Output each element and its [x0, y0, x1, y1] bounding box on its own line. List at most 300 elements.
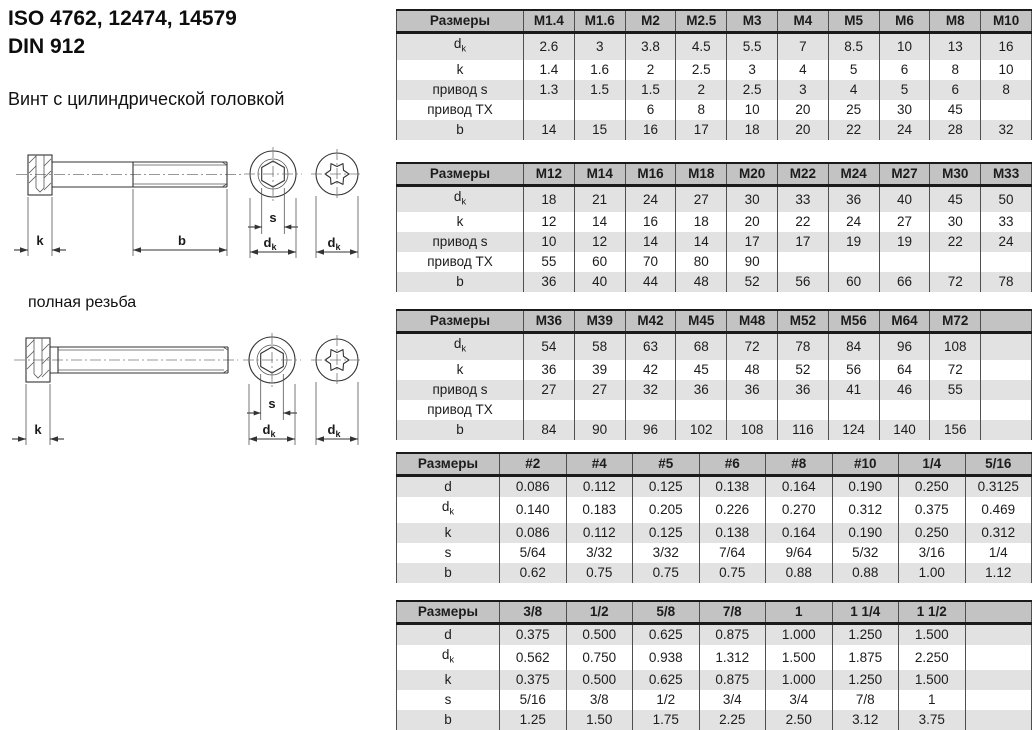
dim-label-dk: $d_k$ [327, 422, 341, 439]
dimension-value [524, 400, 575, 420]
dimension-value: 39 [574, 360, 625, 380]
size-column-header: M4 [777, 10, 828, 33]
dimension-value: 24 [625, 185, 676, 212]
table-header-row [397, 310, 1032, 333]
dim-label-s: s [268, 396, 276, 411]
size-column-header: 1/4 [899, 453, 966, 476]
dim-label-dk: $d_k$ [262, 422, 276, 439]
table-row [397, 543, 1032, 563]
dimension-value: 0.562 [500, 645, 567, 671]
dimension-value [965, 670, 1032, 690]
table-row [397, 272, 1032, 292]
dimension-value: 1.875 [832, 645, 899, 671]
dimension-value: 6 [625, 100, 676, 120]
dimension-value [574, 400, 625, 420]
dimension-value [879, 252, 930, 272]
dimension-value [981, 100, 1032, 120]
dimension-value: 5/32 [832, 543, 899, 563]
dimension-value: 24 [828, 212, 879, 232]
dimension-value: 36 [727, 380, 778, 400]
table-row [397, 100, 1032, 120]
row-label: k [397, 360, 524, 380]
dimension-value: 2 [676, 80, 727, 100]
size-column-header: M18 [676, 163, 727, 186]
dimension-value: 1/4 [965, 543, 1032, 563]
dimension-value: 3/4 [699, 690, 766, 710]
size-column-header: 5/16 [965, 453, 1032, 476]
dimension-value: 0.375 [500, 670, 567, 690]
size-column-header: M33 [981, 163, 1032, 186]
dimension-value: 2.5 [727, 80, 778, 100]
dimension-value: 3 [727, 60, 778, 80]
dimension-value: 27 [574, 380, 625, 400]
dimension-value: 14 [625, 232, 676, 252]
table-row [397, 497, 1032, 523]
size-column-header: M52 [777, 310, 828, 333]
size-column-header [981, 310, 1032, 333]
page-title [8, 5, 237, 61]
dimension-value: 3/16 [899, 543, 966, 563]
dimension-value [777, 400, 828, 420]
dimension-value: 90 [574, 420, 625, 440]
dimension-value: 16 [625, 120, 676, 140]
size-column-header [965, 601, 1032, 624]
dimension-value: 0.138 [699, 523, 766, 543]
row-label: привод s [397, 232, 524, 252]
table-row [397, 212, 1032, 232]
dimension-value: 0.3125 [965, 476, 1032, 498]
dimension-table-metric-medium [396, 162, 1032, 293]
dimension-value: 0.270 [766, 497, 833, 523]
dimension-value: 66 [879, 272, 930, 292]
size-column-header: 1 [766, 601, 833, 624]
dimension-value: 14 [574, 212, 625, 232]
row-label: k [397, 212, 524, 232]
dimension-value: 8.5 [828, 33, 879, 60]
dimension-table-inch-small [396, 452, 1032, 583]
dimension-value: 18 [676, 212, 727, 232]
dimension-value: 24 [981, 232, 1032, 252]
dimension-value: 44 [625, 272, 676, 292]
size-column-header: M20 [727, 163, 778, 186]
dimension-value: 90 [727, 252, 778, 272]
dimension-value: 5.5 [727, 33, 778, 60]
tables-region [396, 0, 1034, 730]
size-column-header: M30 [930, 163, 981, 186]
dimension-value: 64 [879, 360, 930, 380]
dimension-value: 0.469 [965, 497, 1032, 523]
size-column-header: M72 [930, 310, 981, 333]
left-panel [0, 0, 392, 703]
dimension-value [524, 100, 575, 120]
table-row [397, 360, 1032, 380]
size-column-header: #5 [633, 453, 700, 476]
dimension-value: 0.312 [832, 497, 899, 523]
dimension-value: 33 [777, 185, 828, 212]
dimension-value: 0.190 [832, 523, 899, 543]
dimension-value: 7/8 [832, 690, 899, 710]
row-label: привод TX [397, 400, 524, 420]
dimension-value: 40 [879, 185, 930, 212]
row-label: $d_k$ [397, 333, 524, 360]
dimension-value: 48 [676, 272, 727, 292]
dimension-value: 6 [879, 60, 930, 80]
row-label: привод TX [397, 100, 524, 120]
table-row [397, 60, 1032, 80]
dimension-value: 1.500 [766, 645, 833, 671]
dimension-value: 13 [930, 33, 981, 60]
table-corner-label: Размеры [397, 310, 524, 333]
dimension-value: 17 [777, 232, 828, 252]
dimension-value: 10 [727, 100, 778, 120]
dimension-value: 1.5 [574, 80, 625, 100]
dimension-value: 96 [625, 420, 676, 440]
row-label: s [397, 690, 500, 710]
table-row [397, 80, 1032, 100]
dimension-value [965, 645, 1032, 671]
dimension-value: 36 [524, 272, 575, 292]
dimension-value: 1.5 [625, 80, 676, 100]
dimension-value: 78 [777, 333, 828, 360]
dimension-value: 156 [930, 420, 981, 440]
dimension-value: 68 [676, 333, 727, 360]
dimension-value [930, 400, 981, 420]
size-column-header: 3/8 [500, 601, 567, 624]
dimension-value: 46 [879, 380, 930, 400]
dimension-value: 3/4 [766, 690, 833, 710]
dimension-value: 3/32 [633, 543, 700, 563]
size-column-header: M16 [625, 163, 676, 186]
table-row [397, 710, 1032, 730]
dimension-value: 72 [930, 272, 981, 292]
size-column-header: M39 [574, 310, 625, 333]
dimension-value: 1.00 [899, 563, 966, 583]
dimension-table-metric-small [396, 9, 1032, 140]
dimension-value [676, 400, 727, 420]
row-label: привод s [397, 80, 524, 100]
dimension-value: 17 [727, 232, 778, 252]
title-standards-din: DIN 912 [8, 35, 86, 58]
dimension-value: 27 [879, 212, 930, 232]
dimension-value [965, 623, 1032, 645]
dimension-value: 45 [676, 360, 727, 380]
dimension-value: 3.12 [832, 710, 899, 730]
dimension-value: 0.62 [500, 563, 567, 583]
dimension-value: 3 [574, 33, 625, 60]
dimension-value: 3/32 [566, 543, 633, 563]
dim-label-b: b [178, 233, 186, 248]
row-label: k [397, 670, 500, 690]
dimension-value: 32 [981, 120, 1032, 140]
dimension-value: 36 [676, 380, 727, 400]
size-column-header: M42 [625, 310, 676, 333]
dimension-value: 0.938 [633, 645, 700, 671]
size-column-header: #4 [566, 453, 633, 476]
dimension-value: 0.625 [633, 670, 700, 690]
dimension-value: 8 [676, 100, 727, 120]
table-row [397, 252, 1032, 272]
row-label: b [397, 272, 524, 292]
dimension-value: 25 [828, 100, 879, 120]
row-label: b [397, 563, 500, 583]
dimension-value: 1.250 [832, 623, 899, 645]
dimension-value: 0.312 [965, 523, 1032, 543]
dimension-value: 1.000 [766, 623, 833, 645]
row-label: d [397, 476, 500, 498]
dimension-value: 20 [777, 120, 828, 140]
dimension-value [777, 252, 828, 272]
dimension-value: 33 [981, 212, 1032, 232]
dimension-value: 0.190 [832, 476, 899, 498]
dimension-value [965, 710, 1032, 730]
dimension-value: 2.5 [676, 60, 727, 80]
dimension-value: 0.205 [633, 497, 700, 523]
size-column-header: 1 1/4 [832, 601, 899, 624]
dimension-value: 0.183 [566, 497, 633, 523]
dimension-value: 0.875 [699, 623, 766, 645]
dimension-value: 3 [777, 80, 828, 100]
dimension-value: 7 [777, 33, 828, 60]
dimension-value: 1.312 [699, 645, 766, 671]
dimension-value: 84 [524, 420, 575, 440]
screw-drawing-partial-thread [6, 146, 384, 264]
table-row [397, 623, 1032, 645]
dimension-value: 5 [828, 60, 879, 80]
size-column-header: M14 [574, 163, 625, 186]
dimension-value: 41 [828, 380, 879, 400]
row-label: b [397, 120, 524, 140]
dimension-value: 0.88 [832, 563, 899, 583]
row-label: привод s [397, 380, 524, 400]
dimension-value: 0.086 [500, 523, 567, 543]
dimension-value: 7/64 [699, 543, 766, 563]
dimension-value: 1.50 [566, 710, 633, 730]
dimension-value: 16 [981, 33, 1032, 60]
row-label: b [397, 420, 524, 440]
dimension-value: 30 [727, 185, 778, 212]
dimension-value: 18 [727, 120, 778, 140]
dimension-value: 0.750 [566, 645, 633, 671]
dimension-value: 72 [930, 360, 981, 380]
dimension-value: 0.138 [699, 476, 766, 498]
size-column-header: 7/8 [699, 601, 766, 624]
dim-label-dk: $d_k$ [263, 235, 277, 252]
size-column-header: M48 [727, 310, 778, 333]
dimension-value: 0.375 [899, 497, 966, 523]
table-corner-label: Размеры [397, 10, 524, 33]
size-column-header: M45 [676, 310, 727, 333]
dimension-value: 1.6 [574, 60, 625, 80]
dimension-value: 30 [879, 100, 930, 120]
dimension-value: 78 [981, 272, 1032, 292]
dimension-value: 5/64 [500, 543, 567, 563]
table-row [397, 645, 1032, 671]
dimension-value: 0.250 [899, 476, 966, 498]
size-column-header: #2 [500, 453, 567, 476]
dimension-value: 22 [930, 232, 981, 252]
table-row [397, 333, 1032, 360]
size-column-header: M12 [524, 163, 575, 186]
dimension-value: 124 [828, 420, 879, 440]
dimension-value: 0.625 [633, 623, 700, 645]
size-column-header: M56 [828, 310, 879, 333]
row-label: $d_k$ [397, 33, 524, 60]
dimension-value: 12 [574, 232, 625, 252]
table-header-row [397, 163, 1032, 186]
size-column-header: #6 [699, 453, 766, 476]
dimension-table-metric-large [396, 309, 1032, 440]
dimension-value: 32 [625, 380, 676, 400]
dimension-value: 42 [625, 360, 676, 380]
table-row [397, 690, 1032, 710]
dimension-value: 19 [828, 232, 879, 252]
dimension-value [965, 690, 1032, 710]
dimension-value: 80 [676, 252, 727, 272]
dimension-value: 8 [981, 80, 1032, 100]
dimension-value [981, 252, 1032, 272]
title-standards-iso: ISO 4762, 12474, 14579 [8, 7, 237, 30]
dimension-value: 8 [930, 60, 981, 80]
dimension-value: 72 [727, 333, 778, 360]
full-thread-label: полная резьба [28, 294, 137, 311]
size-column-header: 1/2 [566, 601, 633, 624]
size-column-header: 1 1/2 [899, 601, 966, 624]
dimension-table-inch-large [396, 600, 1032, 730]
dimension-value: 48 [727, 360, 778, 380]
dimension-value: 108 [930, 333, 981, 360]
dimension-value: 2.50 [766, 710, 833, 730]
dimension-value: 60 [574, 252, 625, 272]
dimension-value: 50 [981, 185, 1032, 212]
dimension-value: 0.500 [566, 670, 633, 690]
dimension-value: 1.000 [766, 670, 833, 690]
dimension-value [828, 252, 879, 272]
dimension-value: 1.25 [500, 710, 567, 730]
screw-type-subtitle: Винт с цилиндрической головкой [8, 89, 285, 109]
dimension-value: 63 [625, 333, 676, 360]
table-row [397, 380, 1032, 400]
table-corner-label: Размеры [397, 163, 524, 186]
table-row [397, 33, 1032, 60]
dimension-value: 0.125 [633, 476, 700, 498]
size-column-header: M1.4 [524, 10, 575, 33]
table-header-row [397, 453, 1032, 476]
dimension-value: 140 [879, 420, 930, 440]
dimension-value: 36 [828, 185, 879, 212]
dimension-value: 0.140 [500, 497, 567, 523]
dimension-value: 14 [524, 120, 575, 140]
dimension-value: 70 [625, 252, 676, 272]
dimension-value: 27 [676, 185, 727, 212]
table-row [397, 120, 1032, 140]
dimension-value [981, 420, 1032, 440]
dim-label-dk: $d_k$ [327, 235, 341, 252]
dimension-value: 1.250 [832, 670, 899, 690]
table-row [397, 670, 1032, 690]
dimension-value: 2 [625, 60, 676, 80]
dimension-value: 6 [930, 80, 981, 100]
table-header-row [397, 10, 1032, 33]
screw-drawing-full-thread [6, 330, 384, 450]
size-column-header: #8 [766, 453, 833, 476]
table-corner-label: Размеры [397, 453, 500, 476]
dimension-value: 16 [625, 212, 676, 232]
dimension-value: 4.5 [676, 33, 727, 60]
size-column-header: M2 [625, 10, 676, 33]
dimension-value [981, 333, 1032, 360]
size-column-header: M6 [879, 10, 930, 33]
dimension-value: 56 [777, 272, 828, 292]
dimension-value: 10 [981, 60, 1032, 80]
dimension-value: 24 [879, 120, 930, 140]
dimension-value: 0.226 [699, 497, 766, 523]
dimension-value: 15 [574, 120, 625, 140]
size-column-header: M3 [727, 10, 778, 33]
table-row [397, 476, 1032, 498]
size-column-header: M64 [879, 310, 930, 333]
dimension-value: 1.75 [633, 710, 700, 730]
dimension-value [981, 380, 1032, 400]
dimension-value: 1.500 [899, 623, 966, 645]
size-column-header: M36 [524, 310, 575, 333]
row-label: k [397, 60, 524, 80]
dimension-value: 0.75 [633, 563, 700, 583]
dimension-value: 3/8 [566, 690, 633, 710]
row-label: $d_k$ [397, 185, 524, 212]
dimension-value: 2.6 [524, 33, 575, 60]
dimension-value: 116 [777, 420, 828, 440]
dimension-value: 3.75 [899, 710, 966, 730]
size-column-header: M8 [930, 10, 981, 33]
row-label: k [397, 523, 500, 543]
dimension-value: 22 [777, 212, 828, 232]
table-header-row [397, 601, 1032, 624]
size-column-header: M2.5 [676, 10, 727, 33]
dimension-value: 108 [727, 420, 778, 440]
dimension-value: 1.12 [965, 563, 1032, 583]
dimension-value: 0.875 [699, 670, 766, 690]
table-row [397, 563, 1032, 583]
dimension-value: 4 [777, 60, 828, 80]
dimension-value: 1.4 [524, 60, 575, 80]
dimension-value: 28 [930, 120, 981, 140]
dimension-value: 20 [777, 100, 828, 120]
dimension-value: 0.086 [500, 476, 567, 498]
dimension-value: 21 [574, 185, 625, 212]
row-label: s [397, 543, 500, 563]
dimension-value: 40 [574, 272, 625, 292]
dim-label-k: k [34, 422, 42, 437]
table-row [397, 523, 1032, 543]
dimension-value: 54 [524, 333, 575, 360]
dimension-value: 0.75 [699, 563, 766, 583]
dimension-value: 58 [574, 333, 625, 360]
row-label: d [397, 623, 500, 645]
dimension-value: 19 [879, 232, 930, 252]
dimension-value: 1/2 [633, 690, 700, 710]
dimension-value: 45 [930, 100, 981, 120]
dimension-value: 27 [524, 380, 575, 400]
dimension-value: 0.75 [566, 563, 633, 583]
dimension-value: 20 [727, 212, 778, 232]
dimension-value: 60 [828, 272, 879, 292]
row-label: b [397, 710, 500, 730]
dimension-value: 2.25 [699, 710, 766, 730]
dimension-value: 5 [879, 80, 930, 100]
dimension-value: 1 [899, 690, 966, 710]
dimension-value: 0.164 [766, 476, 833, 498]
dimension-value: 52 [777, 360, 828, 380]
